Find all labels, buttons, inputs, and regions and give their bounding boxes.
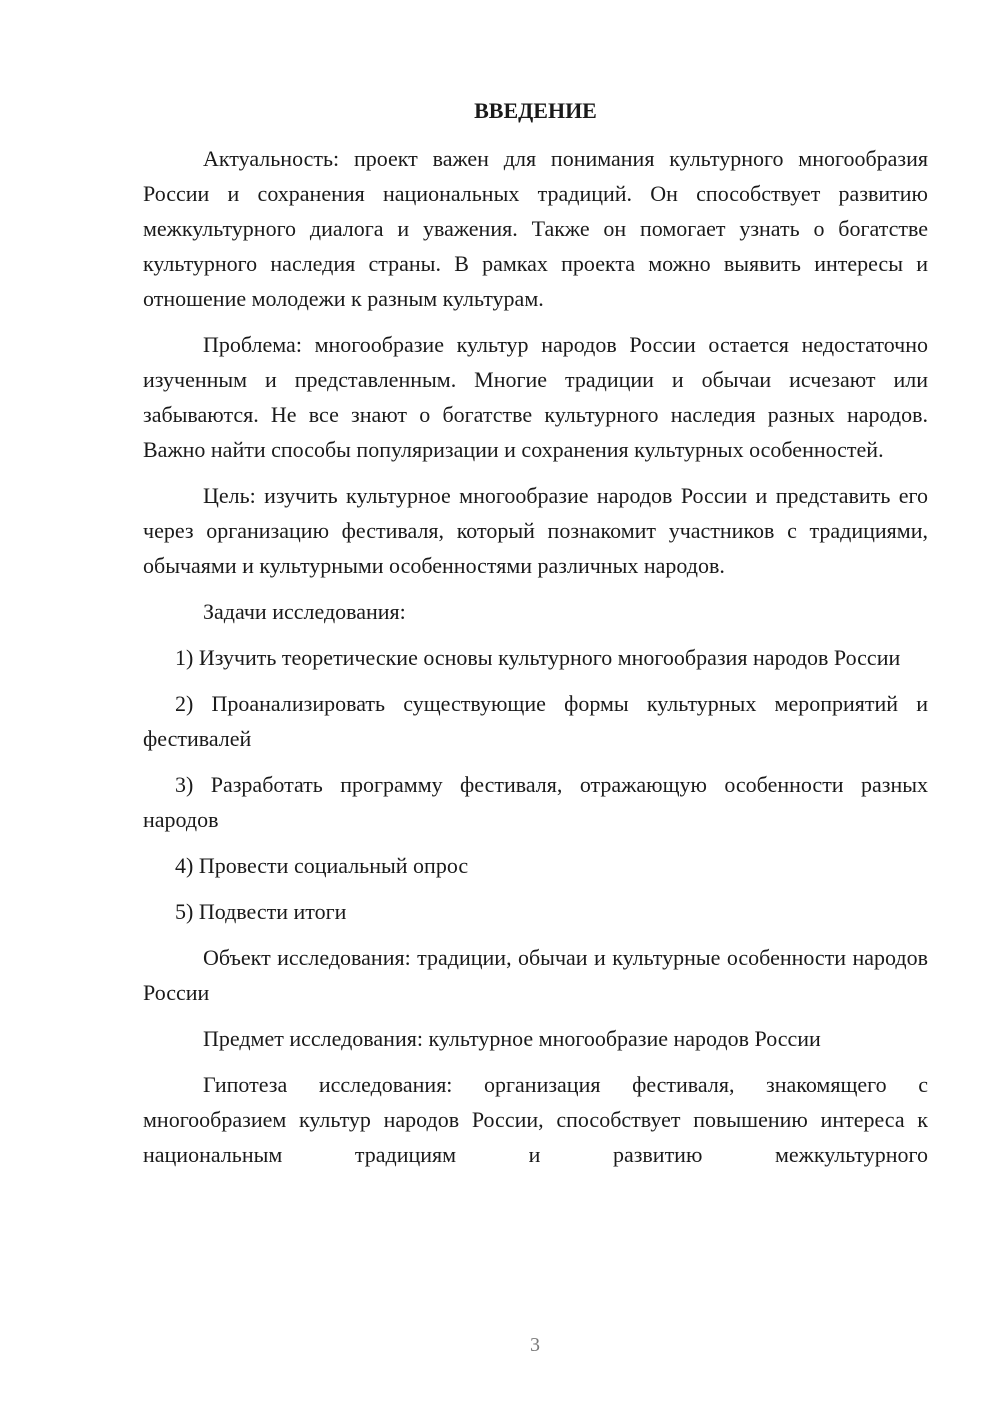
task-item-1: 1) Изучить теоретические основы культурного многообразия народов России	[175, 645, 901, 670]
page-content	[143, 93, 928, 1183]
task-item-4: 4) Провести социальный опрос	[175, 853, 469, 878]
paragraph-tasks-heading: Задачи исследования:	[203, 599, 406, 624]
paragraph-goal: Цель: изучить культурное многообразие народов России и представить его через организацию фестиваля, который познакомит участников с традициями, обычаями и культурными особенностями различных народов.	[143, 483, 928, 578]
page-number: 3	[530, 1334, 540, 1356]
paragraph-object: Объект исследования: традиции, обычаи и культурные особенности народов России	[143, 945, 928, 1005]
section-title: ВВЕДЕНИЕ	[474, 98, 597, 123]
paragraph-hypothesis: Гипотеза исследования: организация фестиваля, знакомящего с многообразием культур народов России, способствует повышению интереса к национальным традициям и развитию межкультурного	[143, 1072, 928, 1167]
paragraph-relevance: Актуальность: проект важен для понимания культурного многообразия России и сохранения национальных традиций. Он способствует развитию межкультурного диалога и уважения. Также он помогает узнать о богатстве культурного наследия страны. В рамках проекта можно выявить интересы и отношение молодежи к разным культурам.	[143, 146, 928, 311]
task-item-2: 2) Проанализировать существующие формы культурных мероприятий и фестивалей	[143, 691, 928, 751]
paragraph-problem: Проблема: многообразие культур народов России остается недостаточно изученным и представленным. Многие традиции и обычаи исчезают или забываются. Не все знают о богатстве культурного наследия разных народов. Важно найти способы популяризации и сохранения культурных особенностей.	[143, 332, 928, 462]
task-item-3: 3) Разработать программу фестиваля, отражающую особенности разных народов	[143, 772, 928, 832]
paragraph-subject: Предмет исследования: культурное многообразие народов России	[203, 1026, 821, 1051]
task-item-5: 5) Подвести итоги	[175, 899, 347, 924]
